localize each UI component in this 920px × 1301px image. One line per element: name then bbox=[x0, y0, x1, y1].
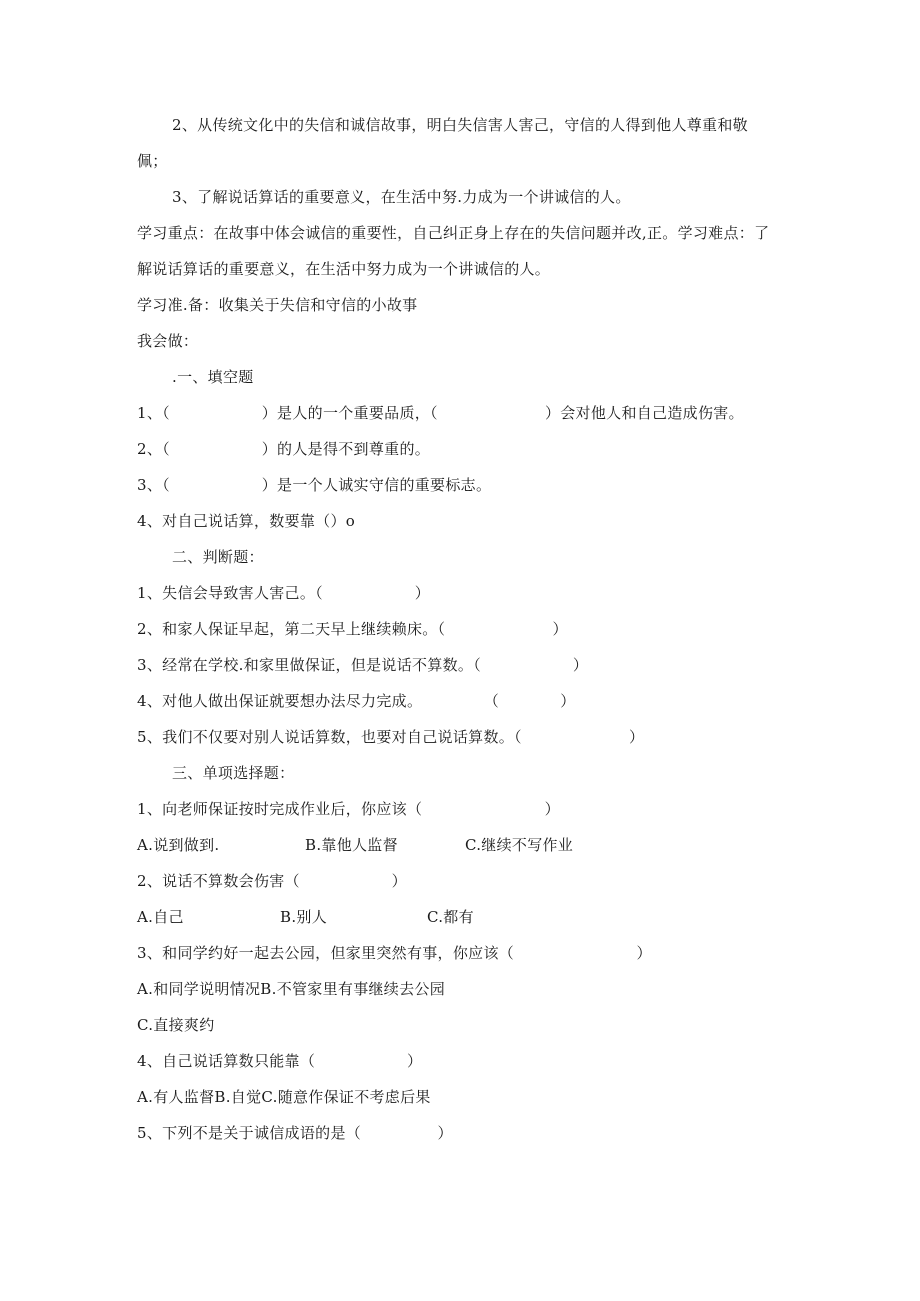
true-false-q3: 3、经常在学校.和家里做保证，但是说话不算数。（ ） bbox=[137, 656, 589, 674]
single-choice-q2-option-b: B.别人 bbox=[280, 908, 327, 926]
single-choice-q3-options-ab: A.和同学说明情况B.不管家里有事继续去公园 bbox=[137, 980, 445, 998]
objective-3: 3、了解说话算话的重要意义，在生活中努.力成为一个讲诚信的人。 bbox=[172, 188, 631, 206]
preparation: 学习准.备：收集关于失信和守信的小故事 bbox=[137, 296, 418, 314]
single-choice-q4-options: A.有人监督B.自觉C.随意作保证不考虑后果 bbox=[137, 1088, 431, 1106]
true-false-heading: 二、判断题： bbox=[172, 548, 264, 566]
single-choice-q1-option-b: B.靠他人监督 bbox=[305, 836, 398, 854]
fill-blank-q3: 3、（ ）是一个人诚实守信的重要标志。 bbox=[137, 476, 492, 494]
single-choice-q1: 1、向老师保证按时完成作业后，你应该（ ） bbox=[137, 800, 560, 818]
single-choice-q2-option-a: A.自己 bbox=[137, 908, 184, 926]
true-false-q1: 1、失信会导致害人害己。（ ） bbox=[137, 584, 431, 602]
i-can-do-heading: 我会做： bbox=[137, 332, 199, 350]
single-choice-q4: 4、自己说话算数只能靠（ ） bbox=[137, 1052, 423, 1070]
single-choice-q3: 3、和同学约好一起去公园，但家里突然有事，你应该（ ） bbox=[137, 944, 652, 962]
key-points-line2: 解说话算话的重要意义，在生活中努力成为一个讲诚信的人。 bbox=[137, 260, 551, 278]
single-choice-q1-option-a: A.说到做到. bbox=[137, 836, 220, 854]
true-false-q4: 4、对他人做出保证就要想办法尽力完成。 （ ） bbox=[137, 692, 576, 710]
fill-blank-q4: 4、对自己说话算，数要靠（）o bbox=[137, 512, 356, 530]
true-false-q2: 2、和家人保证早起，第二天早上继续赖床。（ ） bbox=[137, 620, 568, 638]
single-choice-q1-option-c: C.继续不写作业 bbox=[465, 836, 574, 854]
true-false-q5: 5、我们不仅要对别人说话算数，也要对自己说话算数。（ ） bbox=[137, 728, 645, 746]
fill-blank-q1: 1、（ ）是人的一个重要品质，（ ）会对他人和自己造成伤害。 bbox=[137, 404, 744, 422]
fill-blank-heading: .一、填空题 bbox=[172, 368, 254, 386]
fill-blank-q2: 2、（ ）的人是得不到尊重的。 bbox=[137, 440, 431, 458]
single-choice-heading: 三、单项选择题： bbox=[172, 764, 295, 782]
key-points-line1: 学习重点：在故事中体会诚信的重要性，自己纠正身上存在的失信问题并改,正。学习难点：了 bbox=[137, 224, 770, 242]
single-choice-q3-option-c: C.直接爽约 bbox=[137, 1016, 215, 1034]
single-choice-q2-option-c: C.都有 bbox=[427, 908, 474, 926]
single-choice-q2: 2、说话不算数会伤害（ ） bbox=[137, 872, 407, 890]
objective-2-line2: 佩； bbox=[137, 152, 168, 170]
single-choice-q5: 5、下列不是关于诚信成语的是（ ） bbox=[137, 1124, 453, 1142]
objective-2-line1: 2、从传统文化中的失信和诚信故事，明白失信害人害己，守信的人得到他人尊重和敬 bbox=[172, 116, 748, 134]
